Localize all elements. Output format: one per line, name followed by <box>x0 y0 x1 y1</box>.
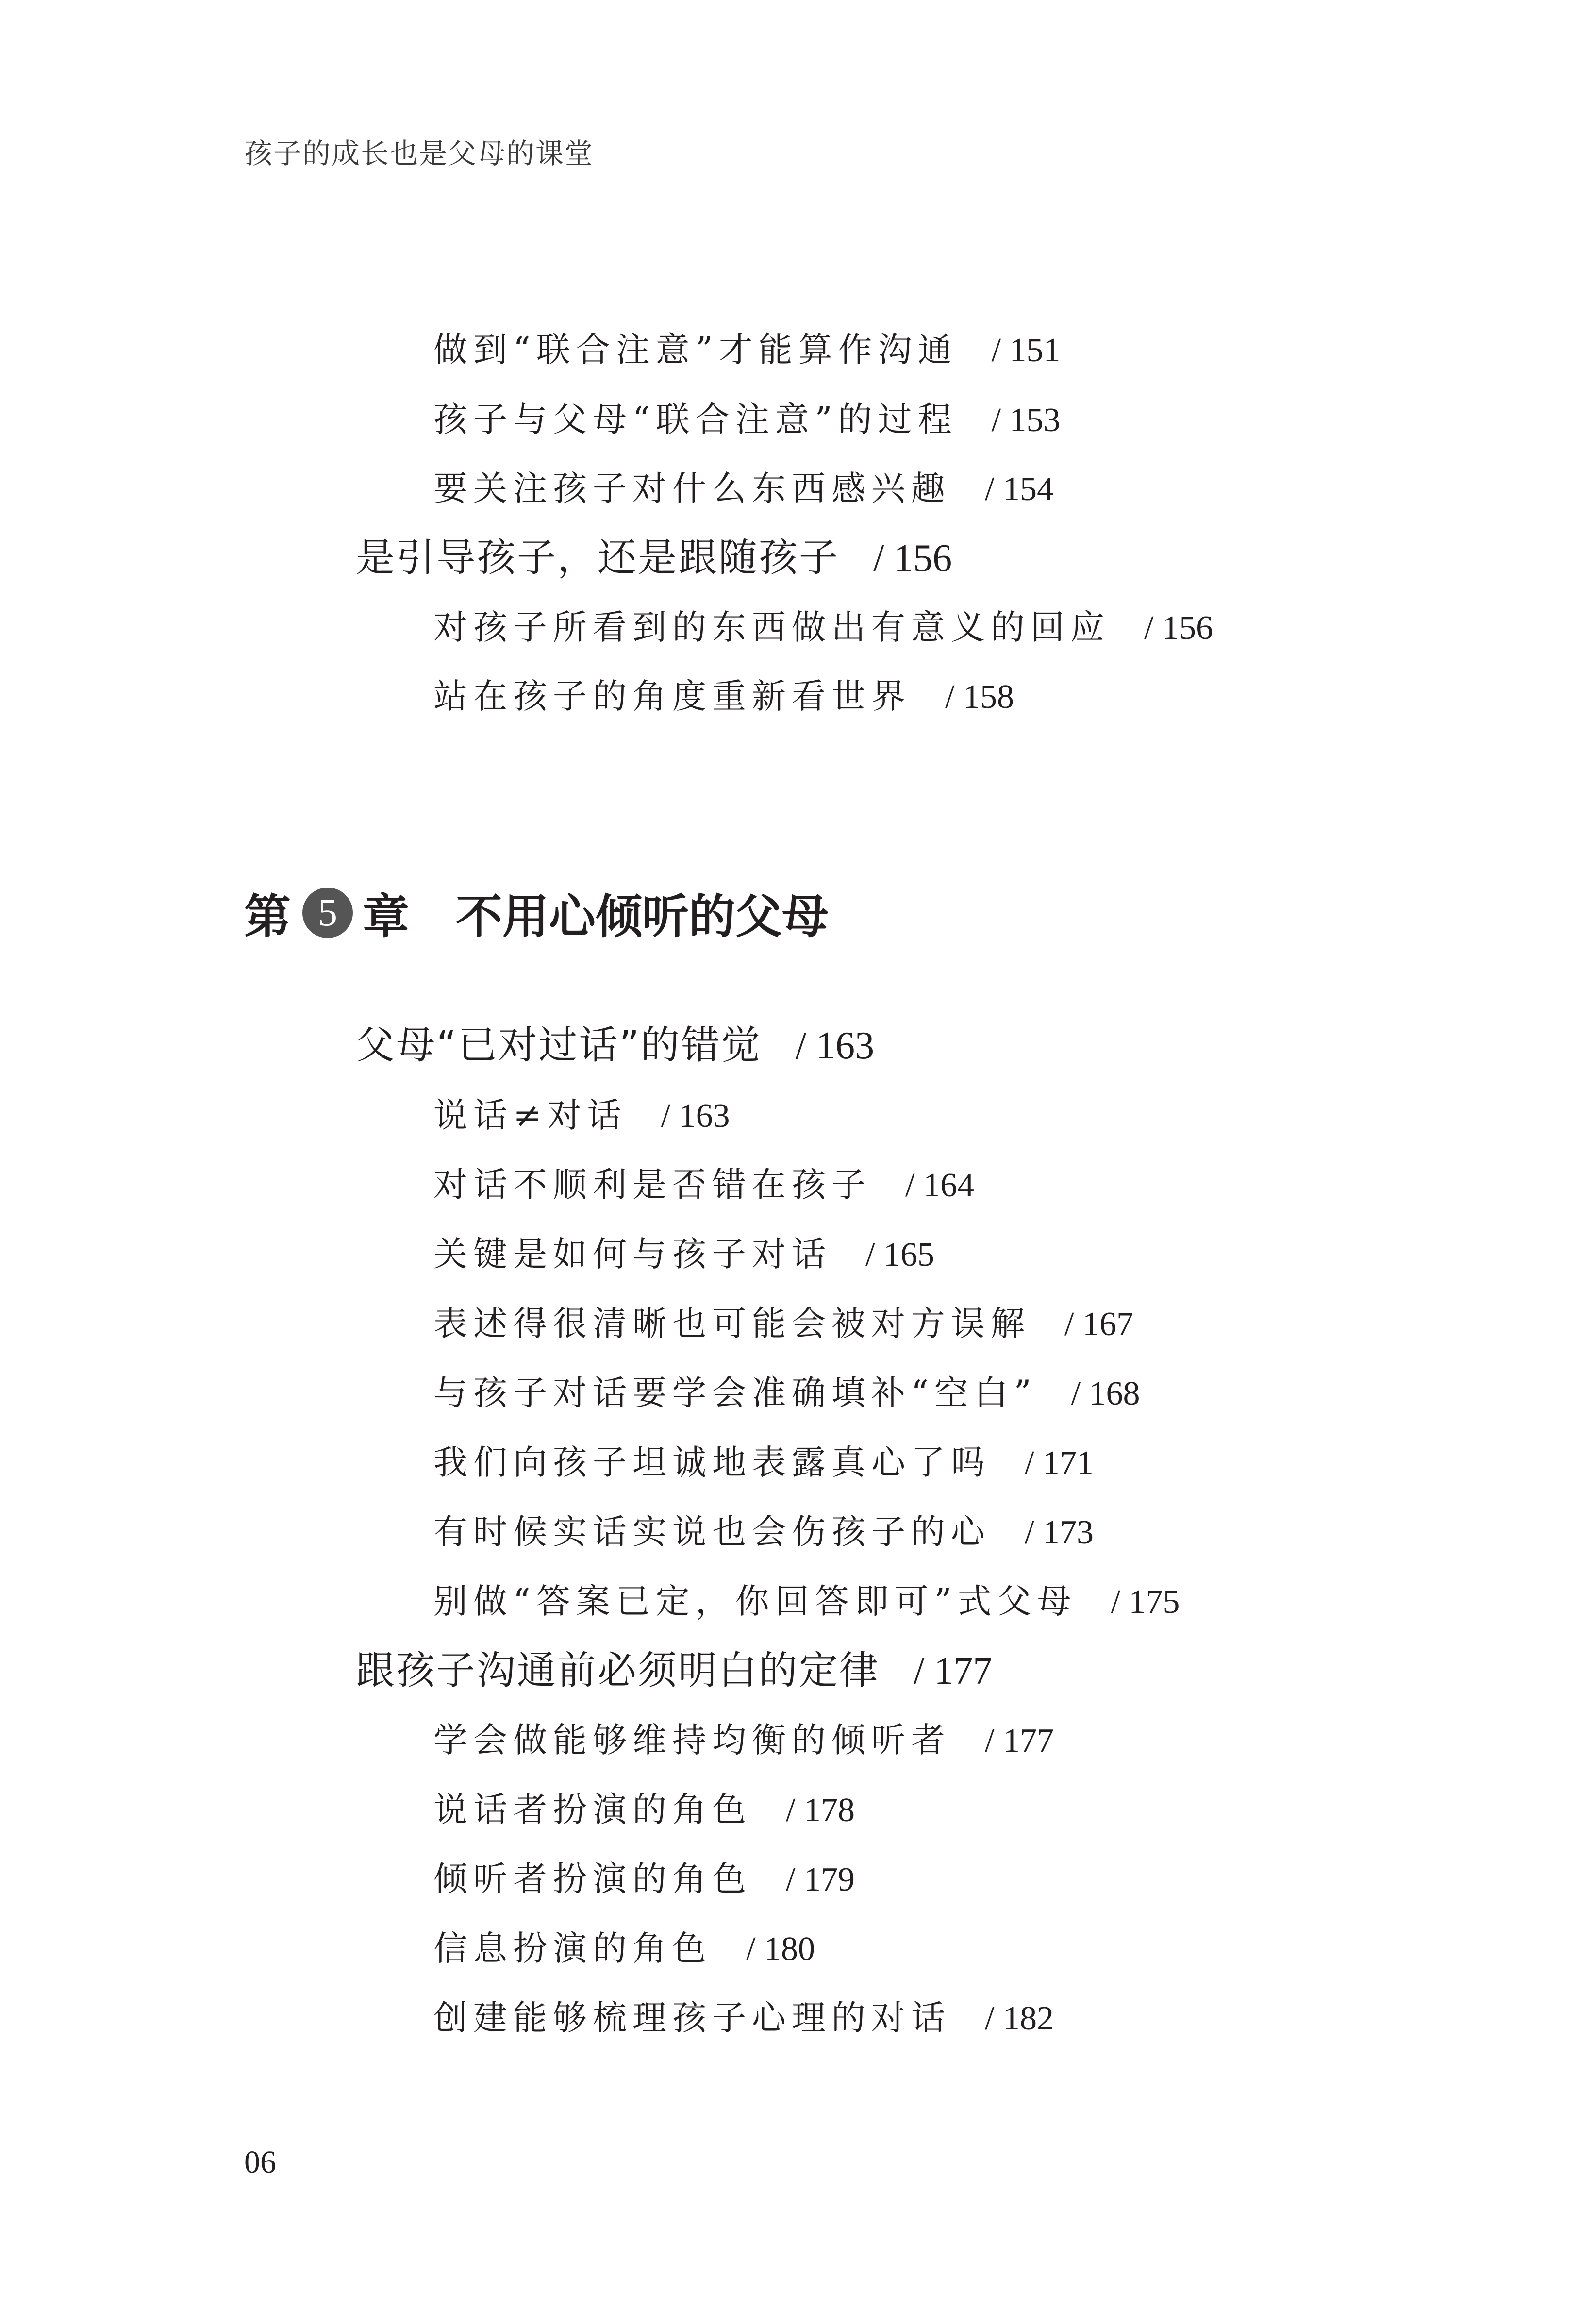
toc-entry-title: 倾听者扮演的角色 <box>433 1859 752 1899</box>
toc-entry-page: / 164 <box>905 1167 974 1204</box>
toc-entry-page: / 178 <box>786 1792 855 1829</box>
toc-entry-page: / 180 <box>746 1930 815 1968</box>
toc-entry-title: 对话不顺利是否错在孩子 <box>433 1165 871 1205</box>
toc-entry-title: 父母“已对过话”的错觉 <box>356 1022 762 1068</box>
toc-entry-title: 与孩子对话要学会准确填补“空白” <box>433 1373 1037 1413</box>
toc-entry-title: 孩子与父母“联合注意”的过程 <box>433 400 958 439</box>
toc-entry[interactable] <box>433 672 1014 721</box>
toc-entry-page: / 156 <box>1144 609 1213 647</box>
toc-entry[interactable] <box>433 1369 1140 1418</box>
toc-entry[interactable] <box>433 325 1061 375</box>
toc-entry-title: 站在孩子的角度重新看世界 <box>433 676 911 716</box>
chapter-number-badge: 5 <box>302 888 353 938</box>
toc-entry-page: / 168 <box>1071 1375 1140 1412</box>
chapter-prefix: 第 <box>244 889 291 944</box>
toc-entry[interactable] <box>433 1855 855 1904</box>
toc-entry-page: / 165 <box>865 1236 934 1273</box>
toc-entry-title: 做到“联合注意”才能算作沟通 <box>433 330 958 369</box>
toc-entry-title: 表述得很清晰也可能会被对方误解 <box>433 1304 1031 1343</box>
toc-entry-page: / 151 <box>991 332 1061 369</box>
toc-entry[interactable] <box>433 1230 934 1279</box>
toc-entry-page: / 163 <box>795 1024 875 1067</box>
toc-entry[interactable] <box>433 1716 1054 1765</box>
toc-entry-page: / 163 <box>661 1097 730 1135</box>
toc-entry[interactable] <box>433 1924 815 1974</box>
toc-entry-title: 要关注孩子对什么东西感兴趣 <box>433 469 951 508</box>
toc-entry[interactable] <box>433 464 1054 514</box>
toc-entry-page: / 153 <box>991 402 1061 439</box>
toc-entry-title: 是引导孩子，还是跟随孩子 <box>356 535 839 580</box>
toc-entry-title: 关键是如何与孩子对话 <box>433 1234 831 1274</box>
chapter-suffix: 章 <box>363 889 409 944</box>
toc-entry-title: 说话者扮演的角色 <box>433 1790 752 1829</box>
toc-entry[interactable] <box>433 1091 730 1140</box>
chapter-heading[interactable] <box>244 879 829 947</box>
chapter-title: 不用心倾听的父母 <box>456 889 829 944</box>
toc-entry-page: / 177 <box>985 1722 1054 1759</box>
toc-entry-title: 说话≠对话 <box>433 1095 627 1135</box>
toc-entry-page: / 167 <box>1064 1306 1133 1343</box>
toc-entry-title: 信息扮演的角色 <box>433 1928 712 1968</box>
toc-entry[interactable] <box>433 1438 1094 1488</box>
toc-entry-title: 跟孩子沟通前必须明白的定律 <box>356 1648 880 1693</box>
toc-entry[interactable] <box>433 1299 1133 1349</box>
toc-entry-page: / 158 <box>945 678 1014 716</box>
toc-entry-page: / 182 <box>985 2000 1054 2037</box>
toc-entry-page: / 156 <box>873 537 952 580</box>
toc-entry-title: 学会做能够维持均衡的倾听者 <box>433 1720 951 1760</box>
toc-entry-page: / 173 <box>1025 1514 1094 1551</box>
toc-entry[interactable] <box>433 395 1061 445</box>
toc-entry[interactable] <box>433 1577 1180 1626</box>
toc-entry-page: / 175 <box>1111 1583 1180 1621</box>
toc-entry-title: 对孩子所看到的东西做出有意义的回应 <box>433 607 1110 647</box>
running-head: 孩子的成长也是父母的课堂 <box>244 137 594 170</box>
toc-section-entry[interactable] <box>356 531 952 585</box>
toc-entry-page: / 154 <box>985 470 1054 508</box>
toc-entry-title: 别做“答案已定，你回答即可”式父母 <box>433 1581 1077 1621</box>
toc-entry-title: 我们向孩子坦诚地表露真心了吗 <box>433 1442 991 1482</box>
toc-section-entry[interactable] <box>356 1019 874 1072</box>
toc-entry-page: / 179 <box>786 1861 855 1898</box>
toc-section-entry[interactable] <box>356 1644 992 1698</box>
toc-entry-title: 有时候实话实说也会伤孩子的心 <box>433 1512 991 1552</box>
toc-entry[interactable] <box>433 603 1213 653</box>
page-number: 06 <box>244 2144 276 2180</box>
toc-entry[interactable] <box>433 1785 855 1835</box>
toc-entry-page: / 177 <box>914 1650 993 1692</box>
toc-entry[interactable] <box>433 1994 1054 2043</box>
toc-entry[interactable] <box>433 1160 974 1210</box>
toc-entry-title: 创建能够梳理孩子心理的对话 <box>433 1998 951 2038</box>
toc-entry-page: / 171 <box>1025 1444 1094 1482</box>
toc-entry[interactable] <box>433 1508 1094 1557</box>
